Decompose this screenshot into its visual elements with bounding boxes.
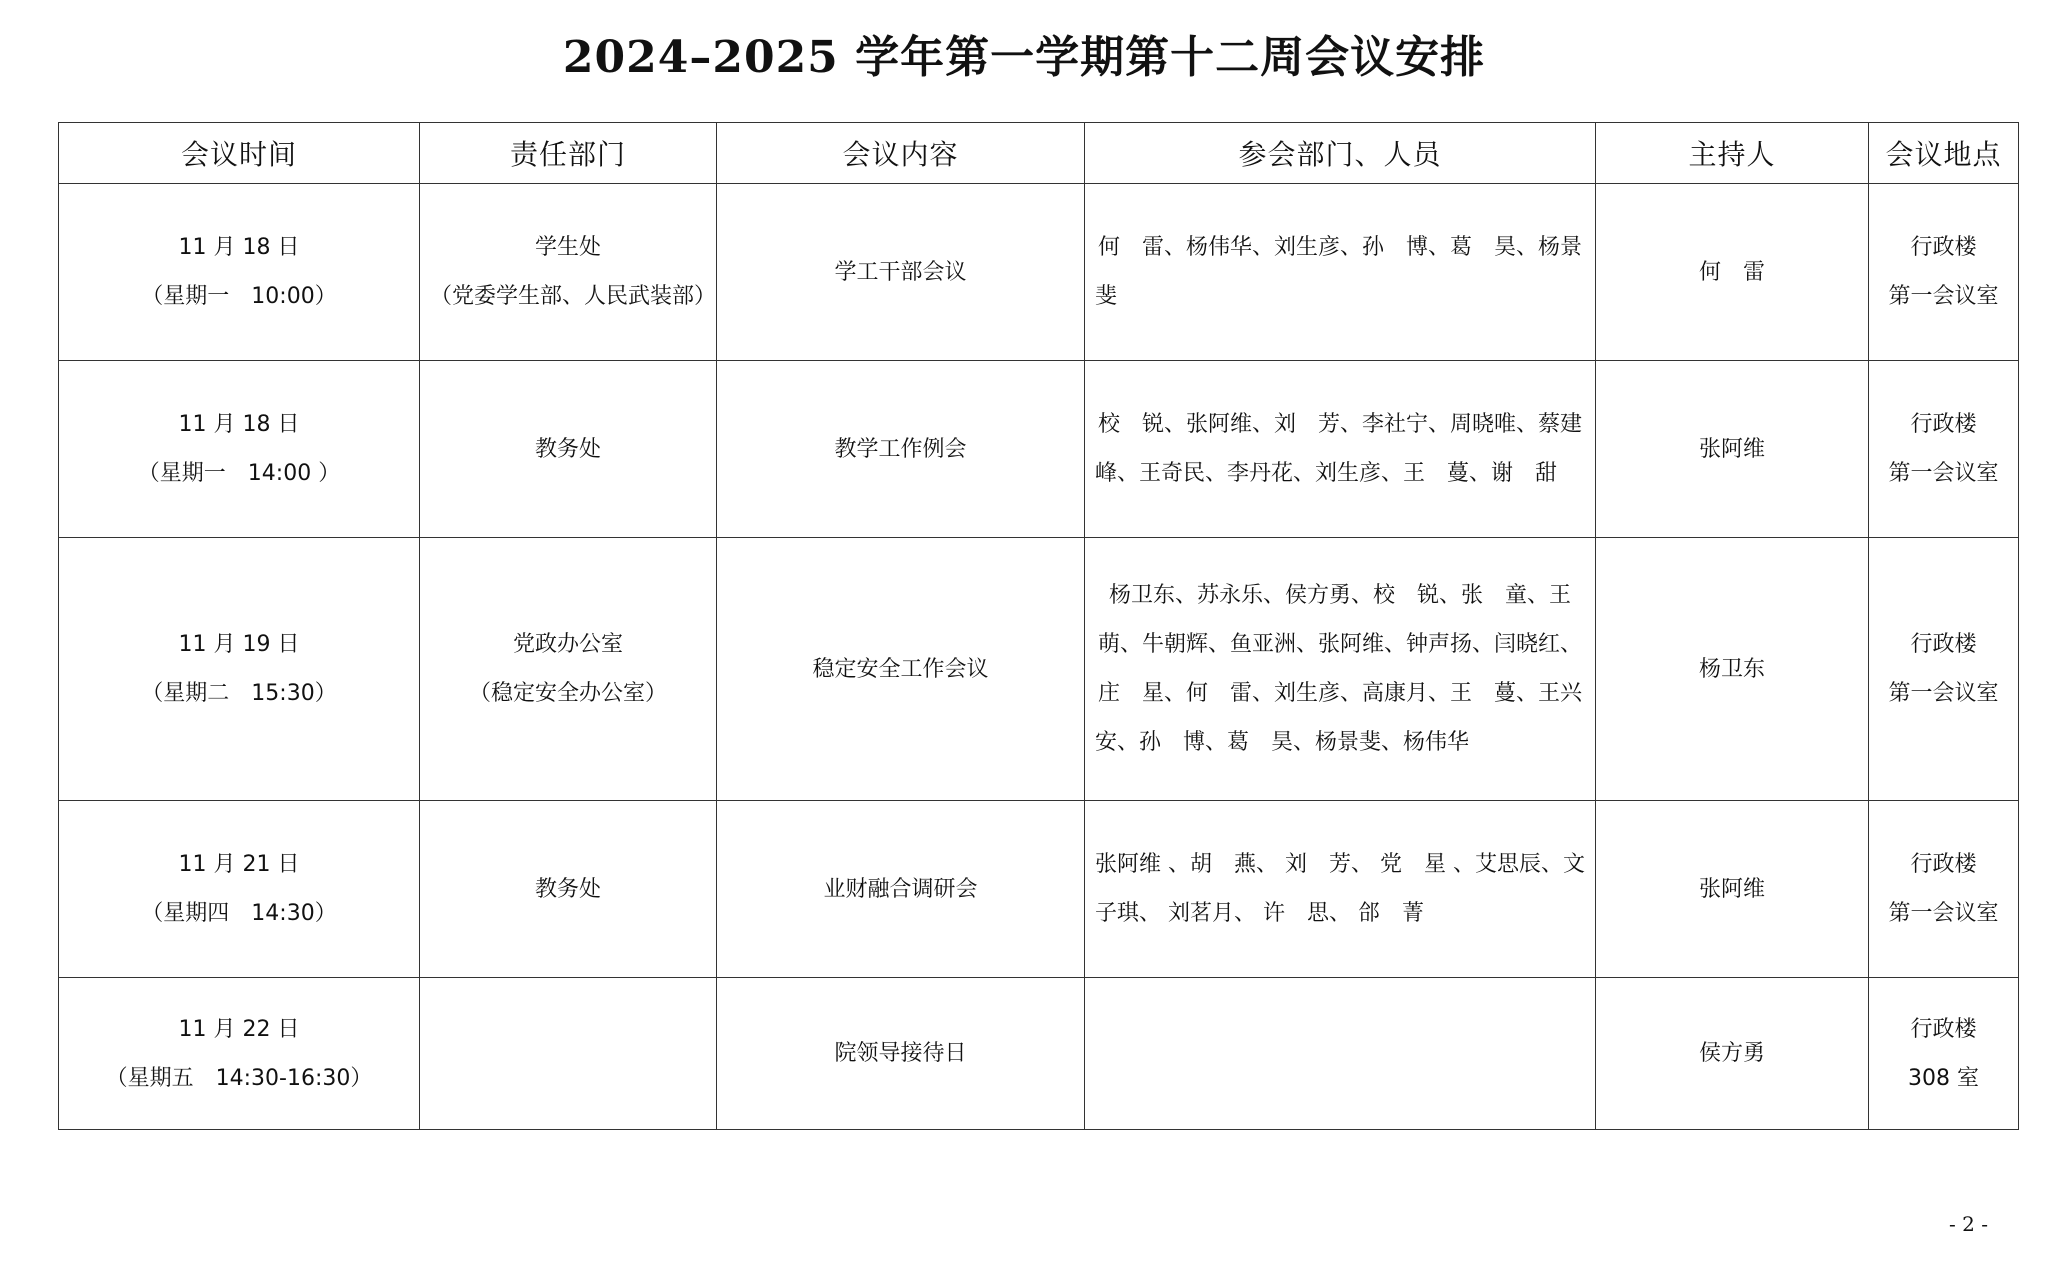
- meeting-content-cell: 学工干部会议: [717, 184, 1085, 361]
- table-header: [59, 123, 2019, 184]
- table-row: [59, 361, 2019, 538]
- meeting-content-cell: 稳定安全工作会议: [717, 538, 1085, 801]
- page-number: - 2 -: [1949, 1212, 1988, 1236]
- host-cell: 张阿维: [1596, 361, 1869, 538]
- location-room: 第一会议室: [1888, 284, 1999, 309]
- location-cell: [1869, 361, 2019, 538]
- dept-name: 党政办公室: [512, 632, 623, 657]
- meeting-date: 11 月 19 日: [178, 632, 300, 657]
- table-row: [59, 978, 2019, 1130]
- location-room: 第一会议室: [1888, 901, 1999, 926]
- attendees-cell: [1085, 978, 1596, 1130]
- host-cell: 何 雷: [1596, 184, 1869, 361]
- dept-name: 教务处: [534, 876, 601, 902]
- meeting-time-cell: [59, 978, 420, 1130]
- table-row: [59, 801, 2019, 978]
- meeting-time-cell: [59, 538, 420, 801]
- location-building: 行政楼: [1910, 412, 1977, 437]
- host-cell: 侯方勇: [1596, 978, 1869, 1130]
- responsible-dept-cell: [420, 801, 717, 978]
- header-location: 会议地点: [1869, 123, 2019, 184]
- meeting-content-cell: 教学工作例会: [717, 361, 1085, 538]
- meeting-content-cell: 院领导接待日: [717, 978, 1085, 1130]
- dept-subname: （党委学生部、人民武装部）: [430, 284, 717, 309]
- dept-subname: （稳定安全办公室）: [468, 681, 667, 706]
- table-row: [59, 538, 2019, 801]
- meeting-time-cell: [59, 801, 420, 978]
- attendees-cell: 杨卫东、苏永乐、侯方勇、校 锐、张 童、王 萌、牛朝辉、鱼亚洲、张阿维、钟声扬、闫晓红、庄 星、何 雷、刘生彦、高康月、王 蔓、王兴安、孙 博、葛 昊、杨景斐、杨伟华: [1085, 538, 1596, 801]
- table-row: [59, 184, 2019, 361]
- location-building: 行政楼: [1910, 852, 1977, 877]
- table-body: [59, 184, 2019, 1130]
- meeting-schedule-table: [58, 122, 2019, 1130]
- meeting-weekday-time: （星期五 14:30-16:30）: [105, 1065, 373, 1091]
- meeting-time-cell: [59, 361, 420, 538]
- responsible-dept-cell: [420, 361, 717, 538]
- meeting-weekday-time: （星期二 15:30）: [141, 681, 337, 706]
- attendees-cell: 校 锐、张阿维、刘 芳、李社宁、周晓唯、蔡建峰、王奇民、李丹花、刘生彦、王 蔓、谢 甜: [1085, 361, 1596, 538]
- attendees-cell: 张阿维 、胡 燕、 刘 芳、 党 星 、艾思辰、文子琪、 刘茗月、 许 思、 郃 菁: [1085, 801, 1596, 978]
- responsible-dept-cell: [420, 538, 717, 801]
- location-cell: [1869, 801, 2019, 978]
- location-cell: [1869, 978, 2019, 1130]
- location-room: 308 室: [1908, 1065, 1979, 1091]
- meeting-weekday-time: （星期一 10:00）: [141, 284, 337, 309]
- meeting-date: 11 月 18 日: [178, 235, 300, 260]
- header-row: [59, 123, 2019, 184]
- responsible-dept-cell: [420, 978, 717, 1130]
- location-building: 行政楼: [1910, 1016, 1977, 1042]
- meeting-time-cell: [59, 184, 420, 361]
- meeting-content-cell: 业财融合调研会: [717, 801, 1085, 978]
- header-meeting-content: 会议内容: [717, 123, 1085, 184]
- responsible-dept-cell: [420, 184, 717, 361]
- dept-name: 学生处: [534, 235, 601, 260]
- attendees-cell: 何 雷、杨伟华、刘生彦、孙 博、葛 昊、杨景斐: [1085, 184, 1596, 361]
- location-room: 第一会议室: [1888, 461, 1999, 486]
- location-cell: [1869, 538, 2019, 801]
- location-building: 行政楼: [1910, 632, 1977, 657]
- dept-name: 教务处: [534, 436, 601, 462]
- meeting-date: 11 月 22 日: [178, 1016, 300, 1042]
- page-title: 2024–2025 学年第一学期第十二周会议安排: [562, 32, 1486, 83]
- location-room: 第一会议室: [1888, 681, 1999, 706]
- meeting-date: 11 月 18 日: [178, 412, 300, 437]
- meeting-weekday-time: （星期一 14:00 ）: [137, 461, 341, 486]
- location-cell: [1869, 184, 2019, 361]
- location-building: 行政楼: [1910, 235, 1977, 260]
- header-host: 主持人: [1596, 123, 1869, 184]
- header-responsible-dept: 责任部门: [420, 123, 717, 184]
- meeting-date: 11 月 21 日: [178, 852, 300, 877]
- host-cell: 张阿维: [1596, 801, 1869, 978]
- meeting-weekday-time: （星期四 14:30）: [141, 901, 337, 926]
- header-attendees: 参会部门、人员: [1085, 123, 1596, 184]
- header-meeting-time: 会议时间: [59, 123, 420, 184]
- host-cell: 杨卫东: [1596, 538, 1869, 801]
